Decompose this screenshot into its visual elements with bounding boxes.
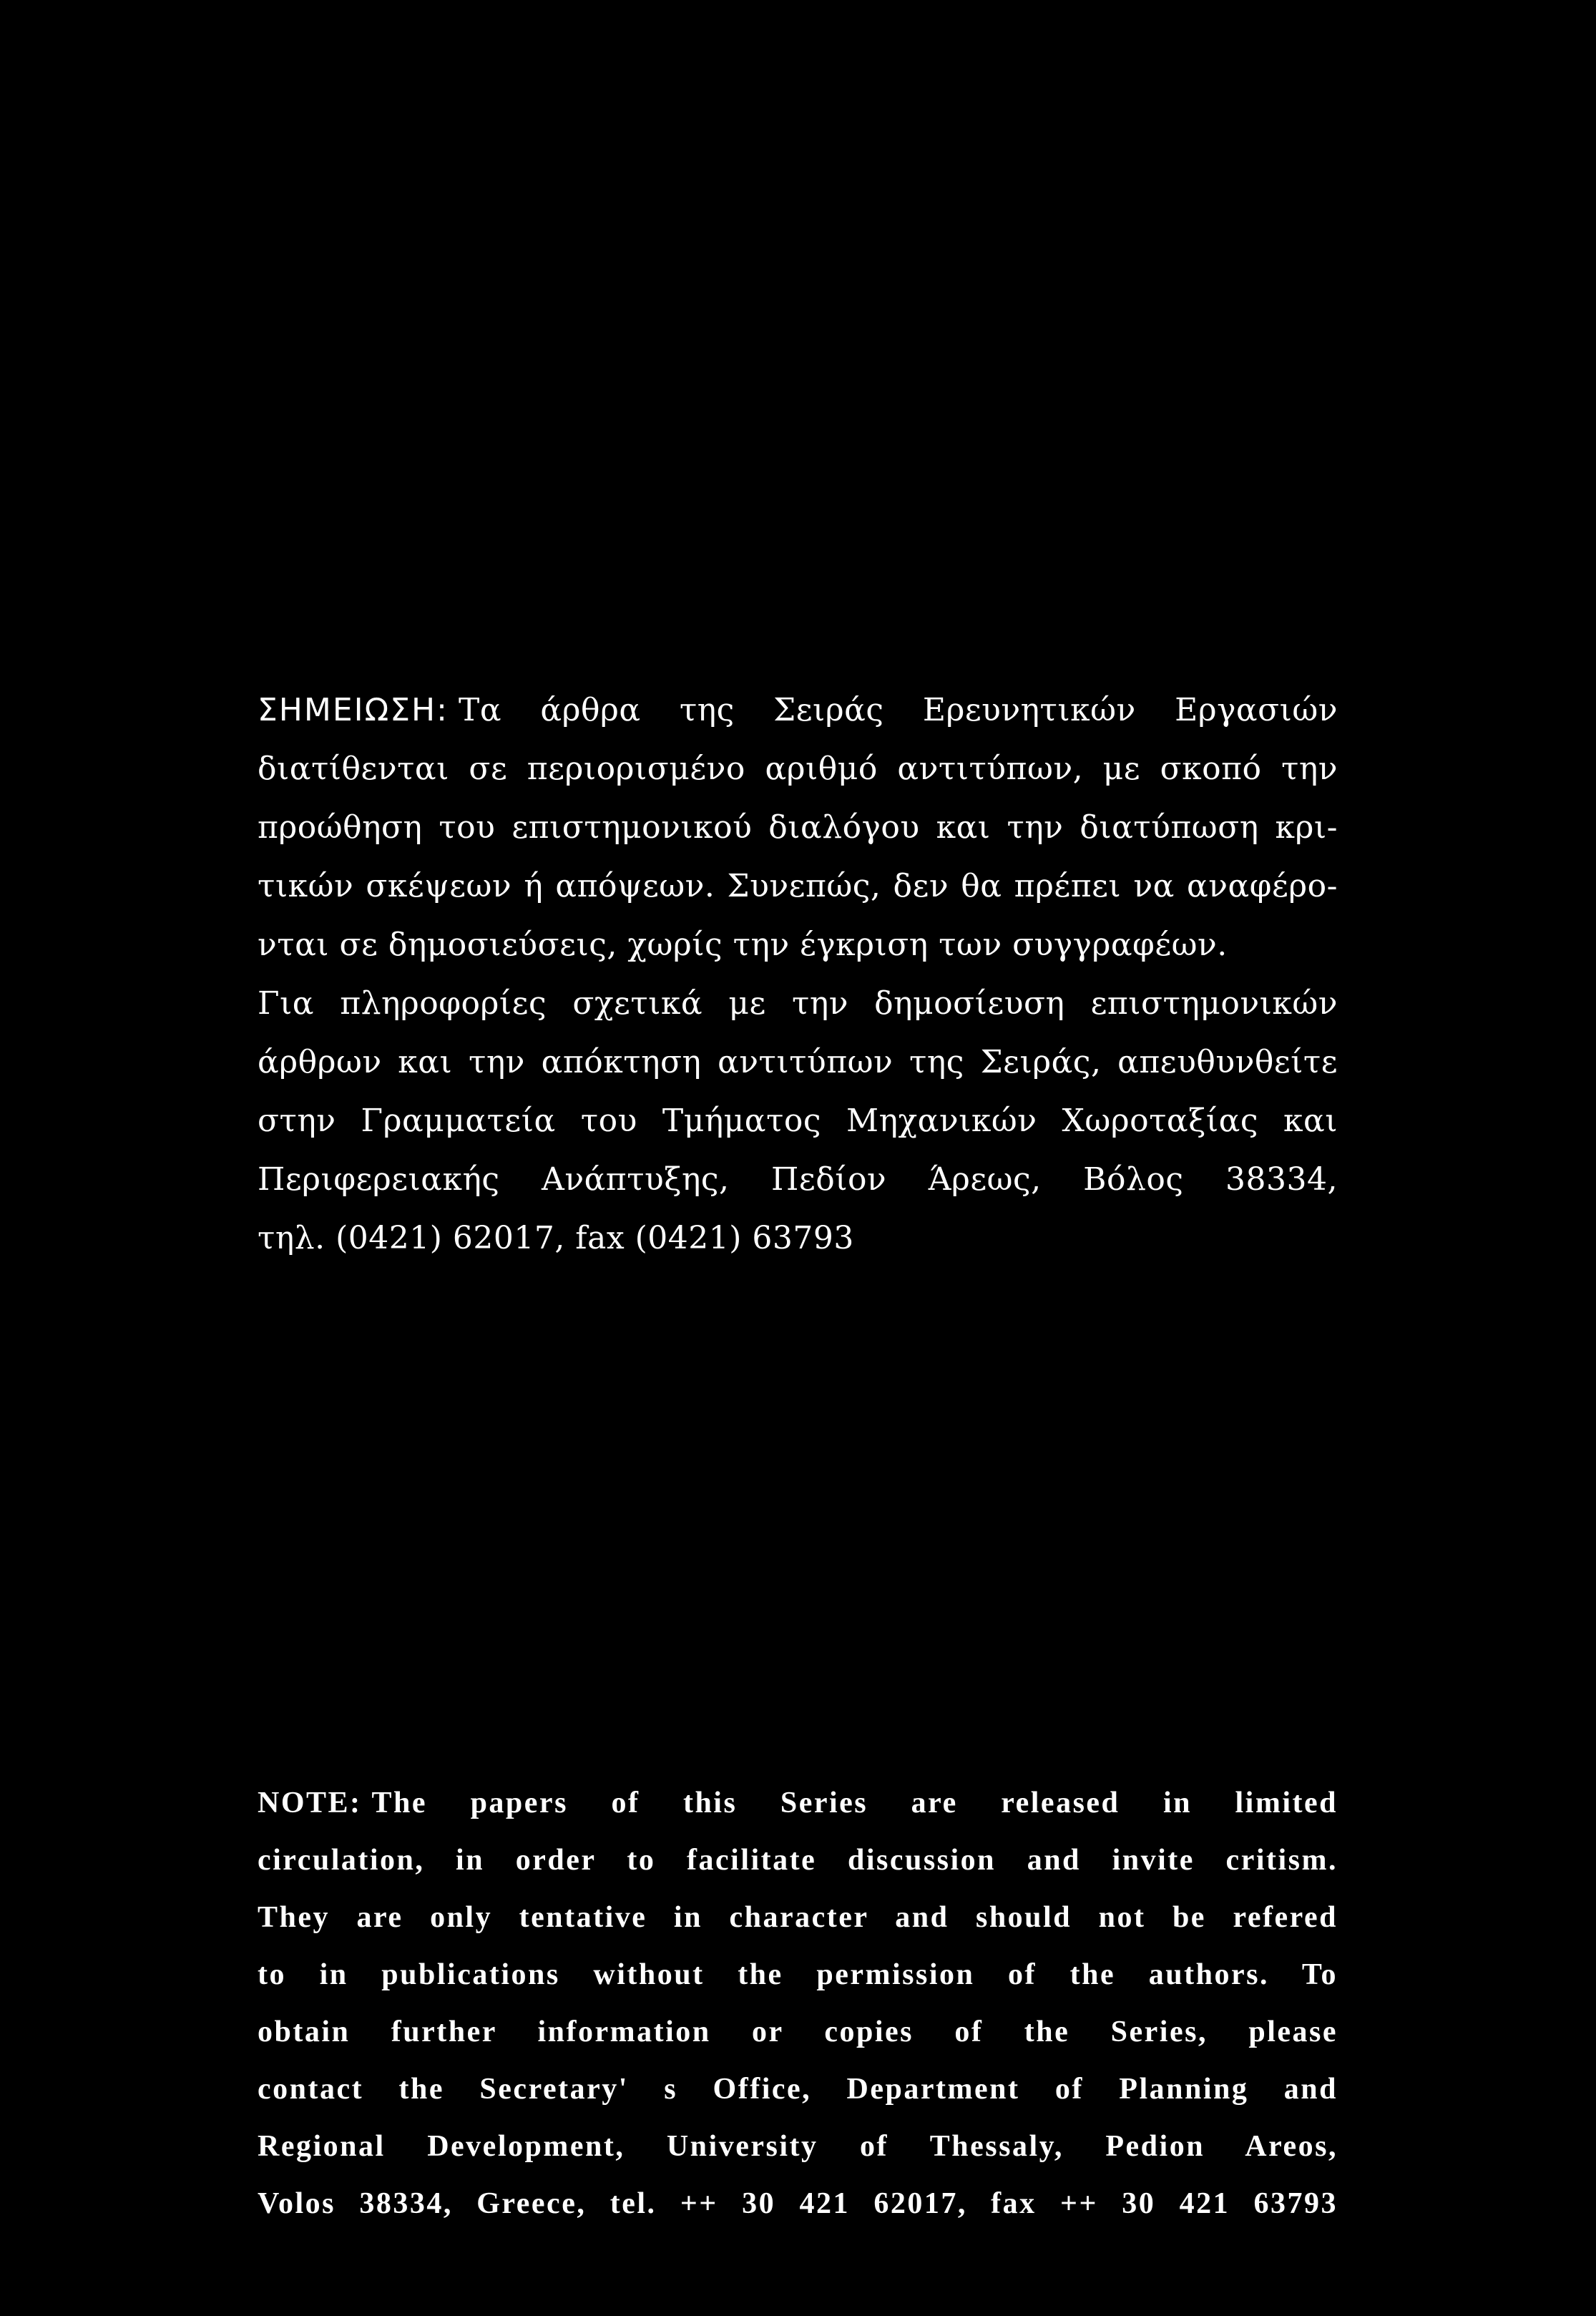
english-note-line-8: Volos 38334, Greece, tel. ++ 30 421 62017, fax ++ 30 421 63793 bbox=[258, 2187, 1338, 2220]
greek-note-text: Τα άρθρα της Σειράς Ερευνητικών Εργασιών bbox=[458, 692, 1338, 728]
english-note-text: The papers of this Series are released in limited bbox=[371, 1787, 1338, 1819]
greek-note-line-4: τικών σκέψεων ή απόψεων. Συνεπώς, δεν θα πρέπει να αναφέρο- bbox=[258, 868, 1338, 904]
greek-note-line-5: νται σε δημοσιεύσεις, χωρίς την έγκριση των συγγραφέων. bbox=[258, 927, 1228, 963]
english-note-line-1 bbox=[258, 1774, 1338, 1832]
english-note-line-7: Regional Development, University of Thessaly, Pedion Areos, bbox=[258, 2130, 1338, 2163]
english-note bbox=[258, 1774, 1338, 2232]
greek-note-line-10: τηλ. (0421) 62017, fax (0421) 63793 bbox=[258, 1220, 854, 1256]
greek-note-line-8: στην Γραμματεία του Τμήματος Μηχανικών Χωροταξίας και bbox=[258, 1103, 1338, 1139]
greek-note-line-6: Για πληροφορίες σχετικά με την δημοσίευση επιστημονικών bbox=[258, 985, 1338, 1022]
greek-note-line-2: διατίθενται σε περιορισμένο αριθμό αντιτύπων, με σκοπό την bbox=[258, 751, 1338, 787]
english-note-label: NOTE: bbox=[258, 1787, 362, 1819]
greek-note bbox=[258, 681, 1338, 1268]
english-note-line-5: obtain further information or copies of the Series, please bbox=[258, 2015, 1338, 2048]
greek-note-line-7: άρθρων και την απόκτηση αντιτύπων της Σειράς, απευθυνθείτε bbox=[258, 1044, 1338, 1080]
english-note-line-4: to in publications without the permission of the authors. To bbox=[258, 1958, 1338, 1991]
greek-note-line-9: Περιφερειακής Ανάπτυξης, Πεδίον Άρεως, Βόλος 38334, bbox=[258, 1161, 1338, 1198]
english-note-line-6: contact the Secretary' s Office, Department of Planning and bbox=[258, 2073, 1338, 2106]
english-note-line-3: They are only tentative in character and should not be refered bbox=[258, 1901, 1338, 1934]
greek-note-line-1 bbox=[258, 681, 1338, 740]
english-note-line-2: circulation, in order to facilitate discussion and invite critism. bbox=[258, 1844, 1338, 1877]
greek-note-line-3: προώθηση του επιστημονικού διαλόγου και την διατύπωση κρι- bbox=[258, 809, 1338, 846]
greek-note-label: ΣΗΜΕΙΩΣΗ: bbox=[258, 692, 449, 728]
